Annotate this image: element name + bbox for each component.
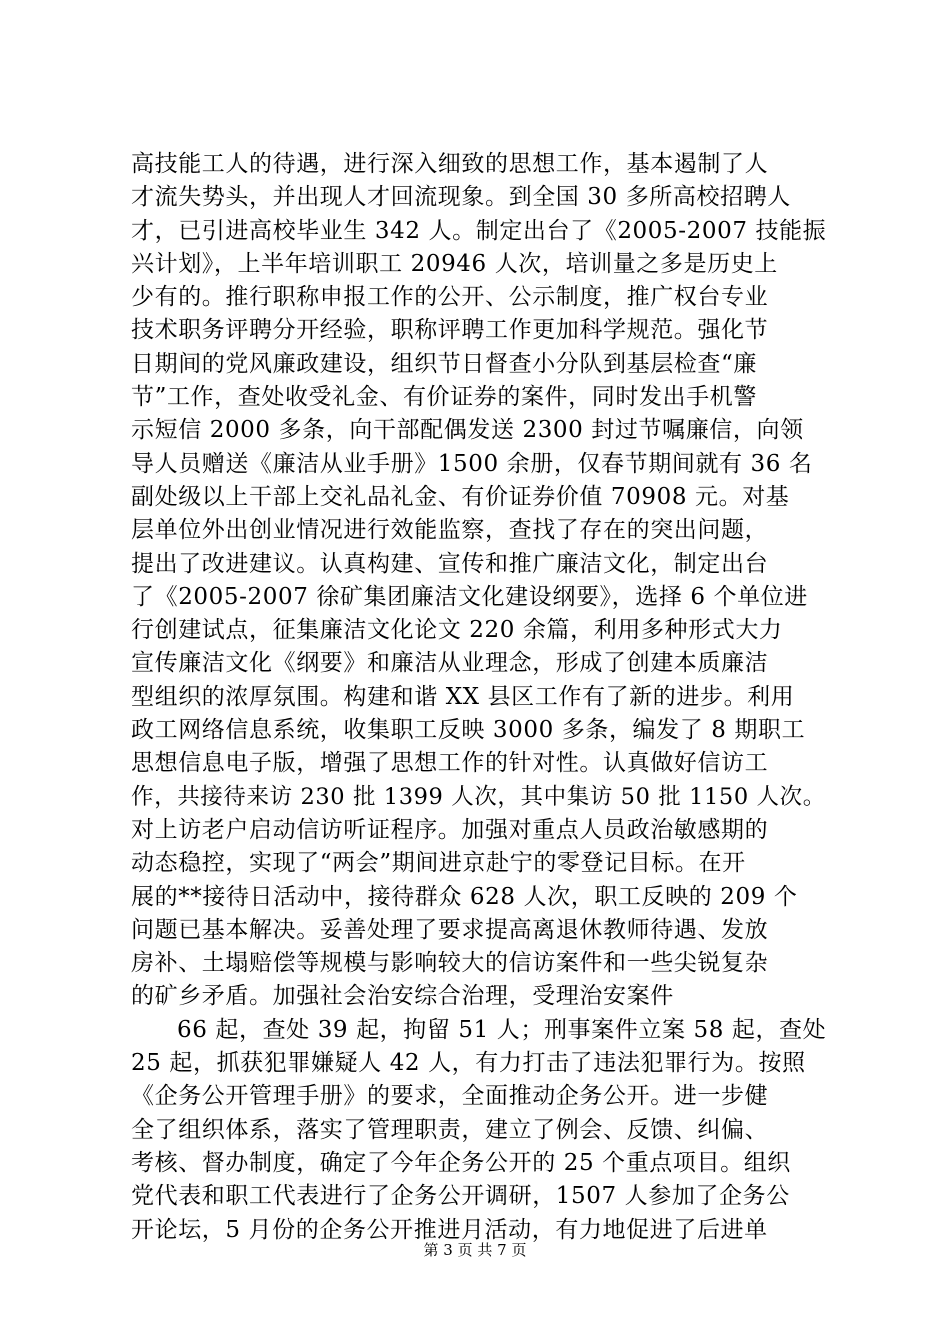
text-line: 房补、土塌赔偿等规模与影响较大的信访案件和一些尖锐复杂: [131, 950, 769, 977]
text-line: 兴计划》，上半年培训职工 20946 人次，培训量之多是历史上: [131, 250, 778, 277]
text-line: 日期间的党风廉政建设，组织节日督查小分队到基层检查“廉: [131, 350, 757, 377]
text-line: 了《2005-2007 徐矿集团廉洁文化建设纲要》，选择 6 个单位进: [131, 583, 808, 610]
text-line: 开论坛，5 月份的企务公开推进月活动，有力地促进了后进单: [131, 1216, 768, 1243]
text-line: 才流失势头，并出现人才回流现象。到全国 30 多所高校招聘人: [131, 184, 791, 211]
text-line: 作，共接待来访 230 批 1399 人次，其中集访 50 批 1150 人次。: [131, 783, 826, 810]
text-line: 层单位外出创业情况进行效能监察，查找了存在的突出问题，: [131, 517, 769, 544]
text-line: 型组织的浓厚氛围。构建和谐 XX 县区工作有了新的进步。利用: [131, 683, 795, 710]
text-line: 考核、督办制度，确定了今年企务公开的 25 个重点项目。组织: [131, 1149, 791, 1176]
page-number-footer: 第 3 页 共 7 页: [423, 1241, 527, 1259]
text-line: 全了组织体系，落实了管理职责，建立了例会、反馈、纠偏、: [131, 1116, 769, 1143]
body-text: [131, 148, 831, 1247]
text-line: 问题已基本解决。妥善处理了要求提高离退休教师待遇、发放: [131, 916, 769, 943]
text-line: 政工网络信息系统，收集职工反映 3000 多条，编发了 8 期职工: [131, 717, 806, 744]
text-line: 高技能工人的待遇，进行深入细致的思想工作，基本遏制了人: [131, 151, 769, 177]
text-line: 示短信 2000 多条，向干部配偶发送 2300 封过节嘱廉信，向领: [131, 417, 804, 444]
text-line: 技术职务评聘分开经验，职称评聘工作更加科学规范。强化节: [131, 317, 769, 344]
text-line: 副处级以上干部上交礼品礼金、有价证券价值 70908 元。对基: [131, 483, 790, 510]
text-line: 的矿乡矛盾。加强社会治安综合治理，受理治安案件: [131, 983, 674, 1010]
text-line: 25 起，抓获犯罪嫌疑人 42 人，有力打击了违法犯罪行为。按照: [131, 1050, 806, 1077]
text-line: 动态稳控，实现了“两会”期间进京赴宁的零登记目标。在开: [131, 850, 746, 877]
text-line: 少有的。推行职称申报工作的公开、公示制度，推广权台专业: [131, 284, 769, 311]
text-line: 宣传廉洁文化《纲要》和廉洁从业理念，形成了创建本质廉洁: [131, 650, 769, 677]
text-line: 对上访老户启动信访听证程序。加强对重点人员政治敏感期的: [131, 816, 769, 843]
text-line: 行创建试点，征集廉洁文化论文 220 余篇，利用多种形式大力: [131, 617, 783, 644]
text-line: 66 起，查处 39 起，拘留 51 人；刑事案件立案 58 起，查处: [177, 1016, 827, 1043]
text-line: 思想信息电子版，增强了思想工作的针对性。认真做好信访工: [131, 750, 769, 777]
text-line: 提出了改进建议。认真构建、宣传和推广廉洁文化，制定出台: [131, 550, 769, 577]
text-line: 党代表和职工代表进行了企务公开调研，1507 人参加了企务公: [131, 1183, 790, 1210]
text-line: 节”工作，查处收受礼金、有价证券的案件，同时发出手机警: [131, 384, 757, 411]
text-line: 展的**接待日活动中，接待群众 628 人次，职工反映的 209 个: [131, 883, 798, 910]
text-line: 导人员赠送《廉洁从业手册》1500 余册，仅春节期间就有 36 名: [131, 450, 813, 477]
text-line: 《企务公开管理手册》的要求，全面推动企务公开。进一步健: [131, 1083, 769, 1110]
text-line: 才，已引进高校毕业生 342 人。制定出台了《2005-2007 技能振: [131, 217, 827, 244]
